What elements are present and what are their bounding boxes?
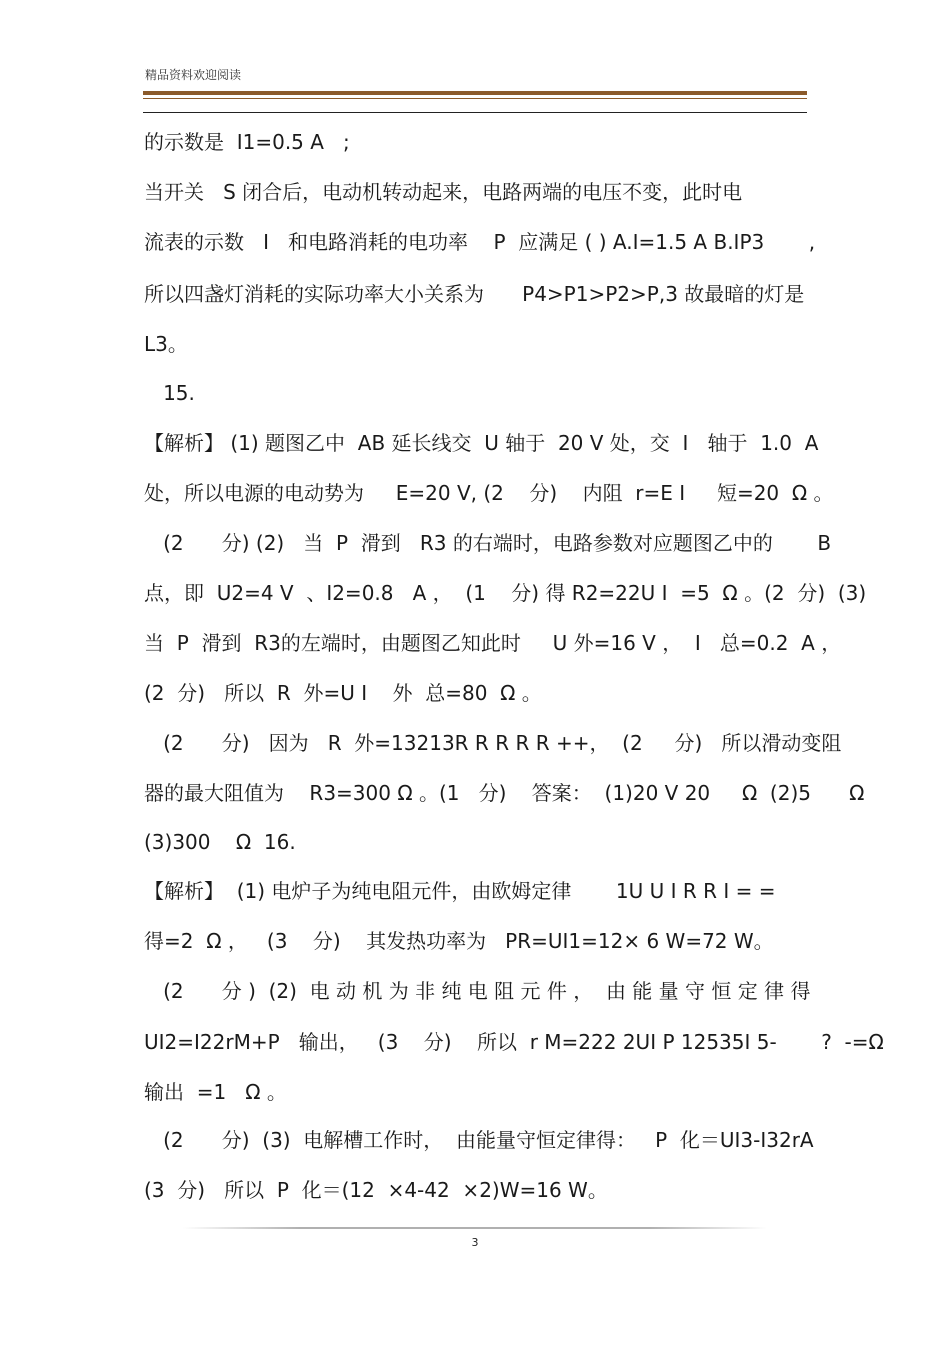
text-line: 当 P 滑到 R3的左端时，由题图乙知此时 U 外=16 V ， I 总=0.2 A ， xyxy=(144,631,842,655)
text-line: 得=2 Ω ， (3 分) 其发热功率为 PR=UI1=12× 6 W=72 W。 xyxy=(144,929,774,953)
text-line: 所以四盏灯消耗的实际功率大小关系为 P4>P1>P2>P,3 故最暗的灯是 xyxy=(144,282,805,306)
text-line: 点，即 U2=4 V 、I2=0.8 A ， (1 分) 得 R2=22U I =5 Ω 。(2 分) (3) xyxy=(144,581,867,605)
header-rule-thin xyxy=(143,98,807,99)
header-rule-thick xyxy=(143,91,807,95)
text-line: (2 分) 所以 R 外=U I 外 总=80 Ω 。 xyxy=(144,681,542,705)
text-line: (2 分) (2) 当 P 滑到 R3 的右端时，电路参数对应题图乙中的 B xyxy=(144,531,832,555)
text-line: 输出 =1 Ω 。 xyxy=(144,1080,287,1104)
text-line: 流表的示数 I 和电路消耗的电功率 P 应满足 ( ) A.I=1.5 A B.IP3 , xyxy=(144,230,816,254)
text-line: L3。 xyxy=(144,332,188,356)
header-title: 精品资料欢迎阅读 xyxy=(145,68,242,82)
text-line: 当开关 S 闭合后，电动机转动起来，电路两端的电压不变，此时电 xyxy=(144,180,743,204)
text-line: 的示数是 I1=0.5 A ; xyxy=(144,130,350,154)
text-line: 【解析】 (1) 电炉子为纯电阻元件，由欧姆定律 1U U I R R I = = xyxy=(144,879,776,903)
text-line: (3 分) 所以 P 化＝(12 ×4-42 ×2)W=16 W。 xyxy=(144,1178,608,1202)
text-line: 器的最大阻值为 R3=300 Ω 。(1 分) 答案： (1)20 V 20 Ω (2)5 Ω xyxy=(144,781,865,805)
header-rule-bottom xyxy=(143,112,807,113)
page-number: 3 xyxy=(471,1236,479,1249)
text-line: (3)300 Ω 16. xyxy=(144,830,296,854)
text-line: 15. xyxy=(144,381,195,405)
text-line: (2 分) 因为 R 外=13213R R R R R ++， (2 分) 所以滑动变阻 xyxy=(144,731,842,755)
text-line: (2 分) (3) 电解槽工作时， 由能量守恒定律得： P 化＝UI3-I32rA xyxy=(144,1128,814,1152)
text-line: 【解析】 (1) 题图乙中 AB 延长线交 U 轴于 20 V 处，交 I 轴于 1.0 A xyxy=(144,431,819,455)
text-line: 处，所以电源的电动势为 E=20 V, (2 分) 内阻 r=E I 短=20 Ω 。 xyxy=(144,481,834,505)
text-line: UI2=I22rM+P 输出， (3 分) 所以 r M=222 2UI P 12535I 5- ? -=Ω xyxy=(144,1030,884,1054)
text-line: (2 分 ) (2) 电 动 机 为 非 纯 电 阻 元 件 ， 由 能 量 守 恒 定 律 得 xyxy=(144,979,811,1003)
footer-rule xyxy=(183,1227,767,1229)
